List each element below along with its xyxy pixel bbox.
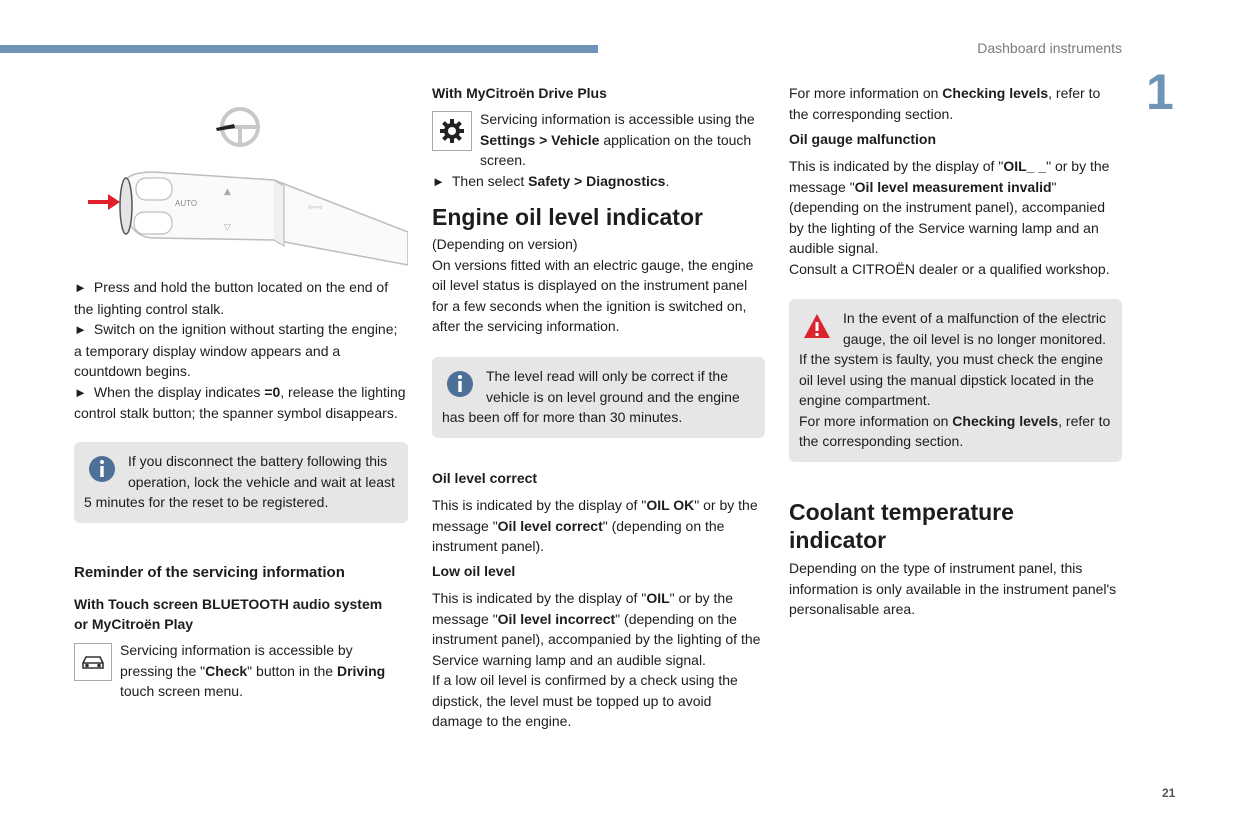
step-3: ► When the display indicates =0, release the lighting control stalk button; the spanner symbol disappears.: [74, 383, 406, 421]
info-icon: [446, 370, 474, 398]
gear-icon: [432, 111, 472, 151]
page-number: 21: [1162, 786, 1176, 800]
svg-text:▲: ▲: [224, 187, 231, 197]
malfunction-text: This is indicated by the display of "OIL_ _" or by the message "Oil level measurement invalid" (depending on the instrument panel), accompanied by the lighting of the Service warning lamp and an audible signal.: [789, 158, 1110, 256]
coolant-title: Coolant temperature indicator: [789, 499, 1014, 553]
gauge-malfunction-heading: Oil gauge malfunction: [789, 131, 937, 147]
oil-intro: On versions fitted with an electric gauge, the engine oil level status is displayed on the instrument panel for a few seconds when the ignition is switched on, after the servicing information.: [432, 256, 754, 334]
malfunction-warning-note: In the event of a malfunction of the electric gauge, the oil level is no longer monitored. If the system is faulty, you must check the engine oil level using the manual dipstick located in the engine compartment. For more information on Checking levels, refer to the corresponding section.: [789, 299, 1122, 462]
touchscreen-heading: With Touch screen BLUETOOTH audio system or MyCitroën Play: [74, 596, 383, 632]
step-2: ► Switch on the ignition without starting the engine; a temporary display window appears and a countdown begins.: [74, 321, 398, 379]
oil-indicator-title: Engine oil level indicator: [432, 204, 703, 230]
consult-text: Consult a CITROËN dealer or a qualified workshop.: [789, 260, 1110, 277]
drive-plus-text: Servicing information is accessible using the Settings > Vehicle application on the touch screen. ► Then select Safety > Diagnostics.: [432, 109, 765, 192]
touchscreen-text: Servicing information is accessible by pressing the "Check" button in the Driving touch screen menu.: [74, 640, 408, 702]
low-oil-text-2: If a low oil level is confirmed by a check using the dipstick, the level must be topped up to avoid damage to the engine.: [432, 672, 738, 729]
header-accent-bar: [0, 45, 598, 53]
svg-text:⇦⇨: ⇦⇨: [308, 203, 324, 213]
section-title: Dashboard instruments: [977, 40, 1122, 56]
info-icon: [88, 455, 116, 483]
oil-correct-text: This is indicated by the display of "OIL OK" or by the message "Oil level correct" (depending on the instrument panel).: [432, 497, 758, 554]
chapter-number: 1: [1146, 64, 1174, 120]
reminder-heading: Reminder of the servicing information: [74, 564, 345, 581]
drive-plus-heading: With MyCitroën Drive Plus: [432, 85, 607, 101]
lighting-stalk-illustration: [74, 100, 408, 270]
oil-version: (Depending on version): [432, 236, 578, 252]
car-icon: [74, 643, 112, 681]
auto-label: AUTO: [175, 199, 198, 208]
more-info-text: For more information on Checking levels, refer to the corresponding section.: [789, 85, 1101, 122]
warning-icon: [803, 312, 831, 340]
step-1: ► Press and hold the button located on the end of the lighting control stalk.: [74, 279, 389, 317]
coolant-text: Depending on the type of instrument panel, this information is only available in the instrument panel's personalisable area.: [789, 560, 1117, 617]
low-oil-heading: Low oil level: [432, 563, 516, 579]
oil-level-note: The level read will only be correct if the vehicle is on level ground and the engine has been off for more than 30 minutes.: [432, 357, 765, 438]
battery-note: If you disconnect the battery following this operation, lock the vehicle and wait at least 5 minutes for the reset to be registered.: [74, 442, 408, 523]
drive-plus-step: ► Then select Safety > Diagnostics.: [432, 172, 670, 189]
oil-correct-heading: Oil level correct: [432, 470, 538, 486]
svg-text:▽: ▽: [224, 223, 231, 233]
low-oil-text: This is indicated by the display of "OIL" or by the message "Oil level incorrect" (depending on the instrument panel), accompanied by the lighting of the Service warning lamp and an audible signal.: [432, 590, 761, 668]
